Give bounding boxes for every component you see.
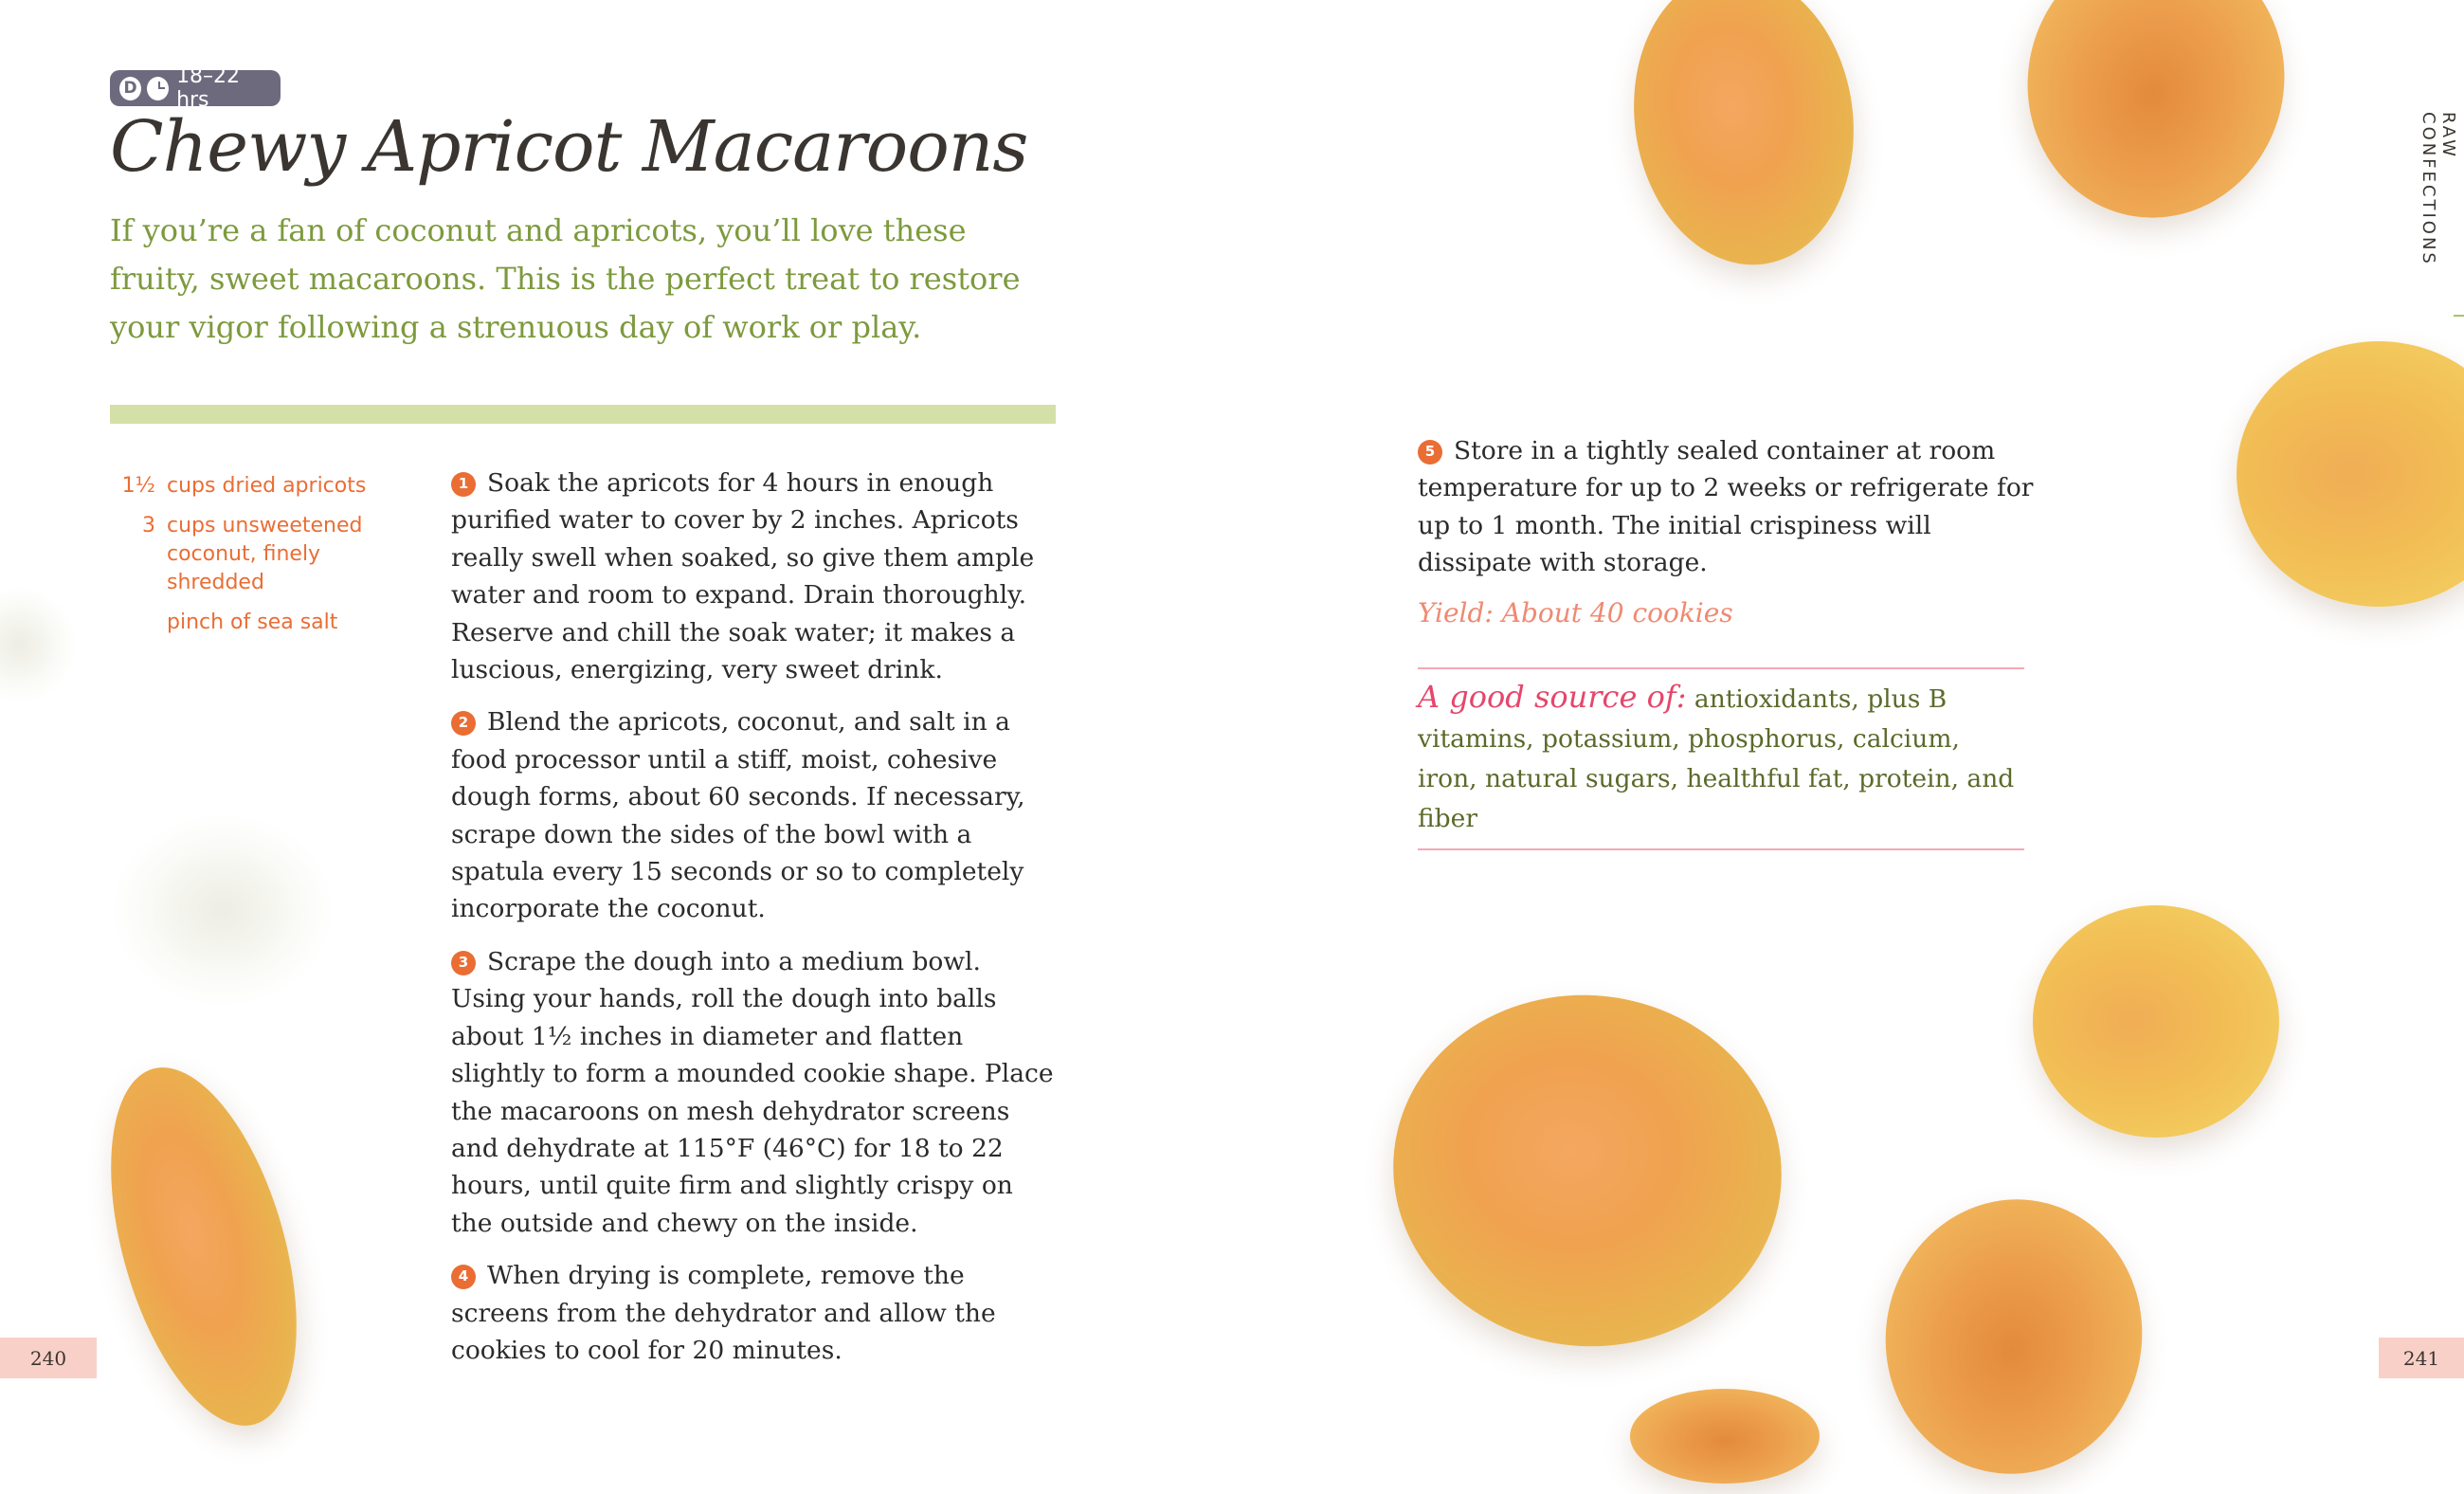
step-item xyxy=(451,703,1058,927)
shredded-coconut-pile xyxy=(114,815,332,1005)
source-heading: A good source of: xyxy=(1418,679,1687,715)
right-page xyxy=(1232,0,2464,1433)
time-badge xyxy=(110,64,281,112)
ingredient-qty xyxy=(114,609,167,637)
page-number: 240 xyxy=(0,1338,97,1378)
step-number: 5 xyxy=(1418,440,1442,465)
ingredients-list xyxy=(114,472,389,648)
section-divider xyxy=(110,405,1056,424)
section-tab-rule xyxy=(2454,315,2464,317)
step-number: 1 xyxy=(451,472,476,497)
time-label: 18–22 hrs xyxy=(176,64,241,112)
ingredient-text: cups dried apricots xyxy=(167,474,367,498)
nutrition-source-box xyxy=(1418,667,2024,850)
shredded-coconut-pile xyxy=(0,588,76,701)
step-text: Scrape the dough into a medium bowl. Using your hands, roll the dough into balls about 1½ inches in diameter and flatten slightly to form a mounded cookie shape. Place the macaroons on mesh dehydrator screens and dehydrate at 115°F (46°C) for 18 to 22 hours, until quite firm and slightly crispy on the outside and chewy on the inside. xyxy=(451,946,1054,1238)
recipe-intro: If you’re a fan of coconut and apricots, you’ll love these fruity, sweet macaroons. This is the perfect treat to restore your vigor following a strenuous day of work or play. xyxy=(110,212,1021,345)
step-item xyxy=(451,943,1058,1242)
step-number: 4 xyxy=(451,1265,476,1289)
apricot-photo xyxy=(1616,0,1873,279)
step-number: 2 xyxy=(451,711,476,736)
ingredient-item xyxy=(114,472,389,501)
step-text: Blend the apricots, coconut, and salt in a food processor until a stiff, moist, cohesive dough forms, about 60 seconds. If necessary, scrape down the sides of the bowl with a spatula every 15 seconds or so to completely incorporate the coconut. xyxy=(451,707,1025,924)
yield-text: Yield: About 40 cookies xyxy=(1418,597,1733,629)
step-text: When drying is complete, remove the screens from the dehydrator and allow the cookies to cool for 20 minutes. xyxy=(451,1261,996,1365)
page-number: 241 xyxy=(2379,1338,2464,1378)
ingredient-text: pinch of sea salt xyxy=(167,610,338,634)
step-number: 3 xyxy=(451,951,476,975)
steps-list xyxy=(451,465,1058,1384)
clock-icon xyxy=(147,77,169,100)
section-tab xyxy=(2406,112,2463,320)
apricot-photo xyxy=(1864,1179,2164,1494)
left-page xyxy=(0,0,1232,1433)
apricot-photo xyxy=(2002,0,2310,242)
ingredient-text: cups unsweetened coconut, finely shredded xyxy=(167,514,363,594)
ingredient-item xyxy=(114,512,389,597)
page-title: Chewy Apricot Macaroons xyxy=(110,106,1028,188)
section-tab-label: RAW CONFECTIONS xyxy=(2419,112,2458,266)
ingredient-item xyxy=(114,609,389,637)
apricot-photo xyxy=(76,1047,333,1447)
ingredient-qty: 3 xyxy=(142,514,155,537)
apricot-photo xyxy=(2033,905,2279,1138)
ingredient-qty: 1½ xyxy=(121,474,155,498)
step-text: Store in a tightly sealed container at room temperature for up to 2 weeks or refrigerate for up to 1 month. The initial crispiness will dissipate with storage. xyxy=(1418,436,2034,578)
source-text: antioxidants, plus B vitamins, potassium, phosphorus, calcium, iron, natural sugars, healthful fat, protein, and fiber xyxy=(1418,684,2015,833)
apricot-photo xyxy=(2237,341,2464,607)
dehydrator-icon: D xyxy=(119,77,141,100)
apricot-photo xyxy=(1376,976,1799,1366)
step-item xyxy=(1418,432,2034,582)
step-item xyxy=(451,465,1058,688)
step-item xyxy=(451,1257,1058,1369)
apricot-photo xyxy=(1630,1389,1820,1484)
step-text: Soak the apricots for 4 hours in enough purified water to cover by 2 inches. Apricots really swell when soaked, so give them ample water and room to expand. Drain thoroughly. Reserve and chill the soak water; it makes a luscious, energizing, very sweet drink. xyxy=(451,468,1035,685)
